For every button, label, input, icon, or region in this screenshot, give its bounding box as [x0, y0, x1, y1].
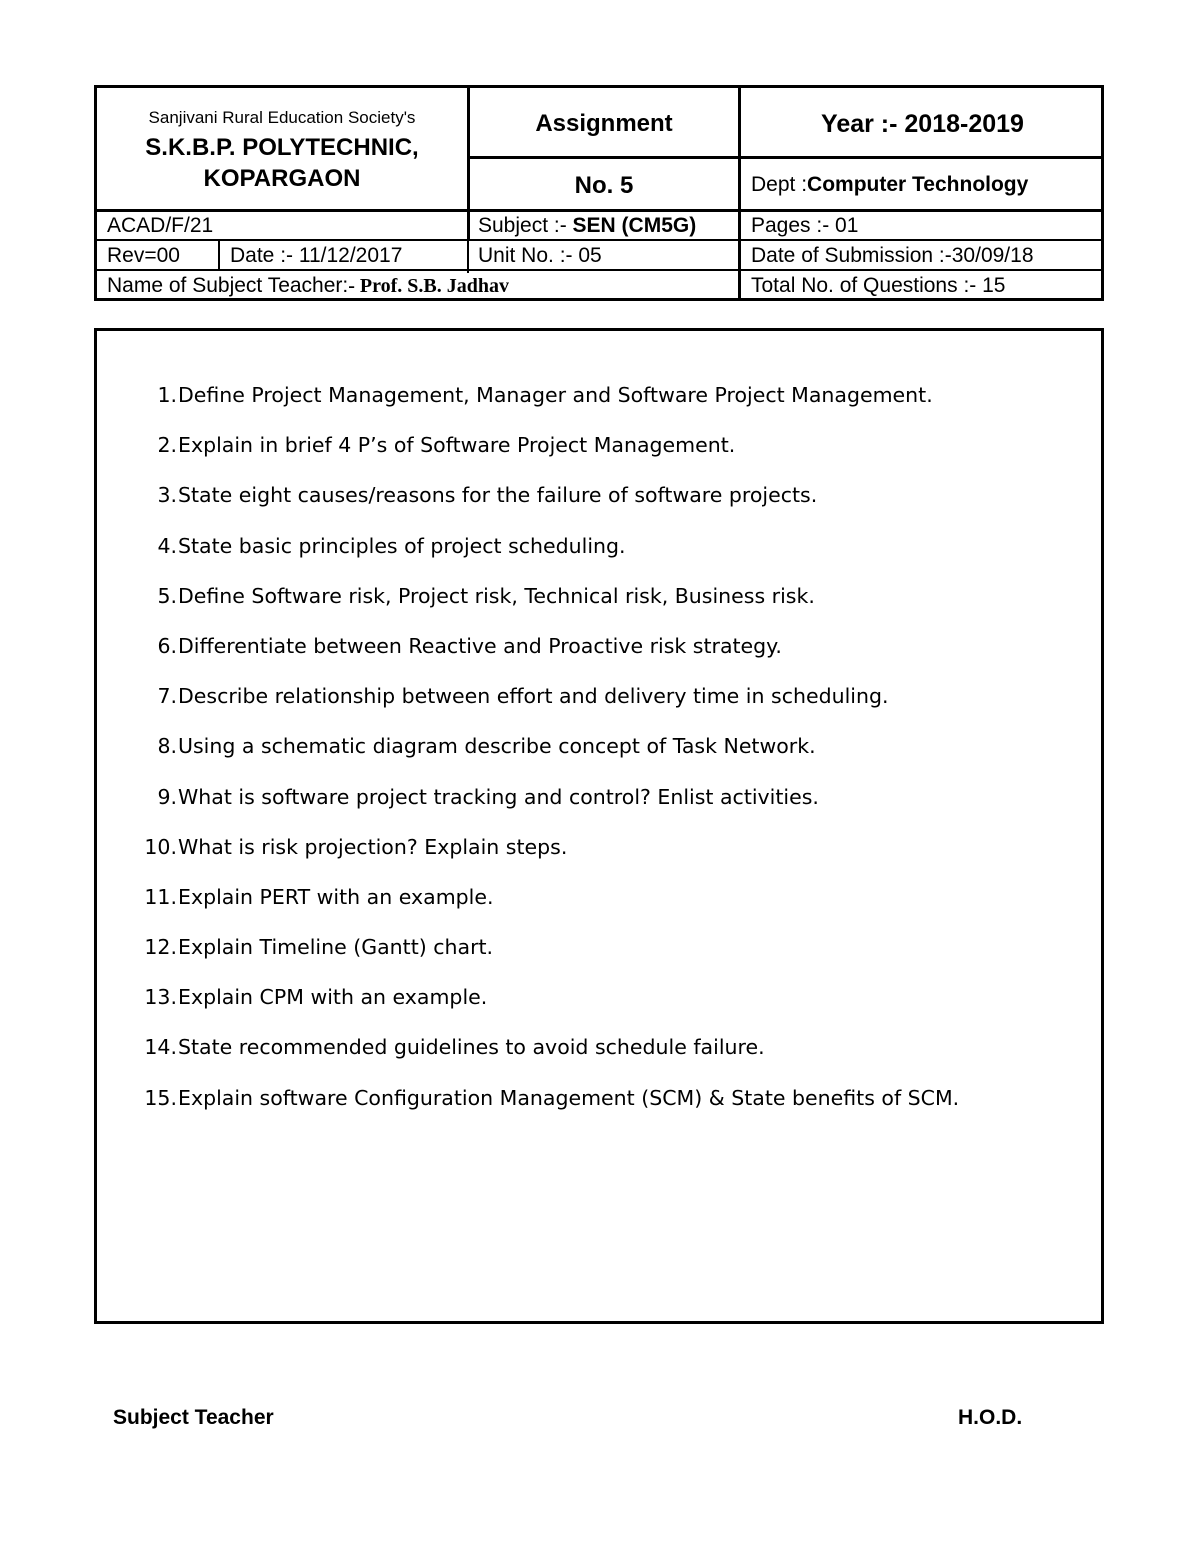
teacher-value: - Prof. S.B. Jadhav — [348, 275, 510, 297]
question-item — [141, 734, 816, 784]
question-text: Explain PERT with an example. — [178, 884, 494, 909]
subject-label: Subject :- — [478, 214, 573, 237]
question-item — [141, 684, 889, 734]
question-item — [141, 483, 818, 533]
question-text: Explain Timeline (Gantt) chart. — [178, 935, 494, 960]
total-questions: Total No. of Questions :- 15 — [751, 274, 1006, 297]
header-table — [94, 85, 1104, 301]
question-number: 6. — [157, 633, 177, 658]
question-number: 10. — [144, 834, 177, 859]
pages: Pages :- 01 — [751, 214, 859, 237]
question-list — [141, 383, 960, 1136]
question-number: 15. — [144, 1085, 177, 1110]
question-number: 13. — [144, 985, 177, 1010]
divider — [467, 156, 1104, 159]
subject — [478, 215, 696, 236]
academic-year: Year :- 2018-2019 — [821, 110, 1024, 138]
question-text: State eight causes/reasons for the failure of software projects. — [178, 483, 818, 508]
divider — [467, 211, 469, 273]
question-number: 8. — [157, 734, 177, 759]
question-text: Explain CPM with an example. — [178, 985, 488, 1010]
question-item — [141, 1085, 960, 1136]
question-number: 1. — [157, 383, 177, 407]
issue-date: Date :- 11/12/2017 — [230, 244, 403, 267]
question-text: Define Software risk, Project risk, Technical risk, Business risk. — [178, 583, 815, 608]
unit-number: Unit No. :- 05 — [478, 244, 602, 267]
divider — [97, 239, 1104, 241]
question-number: 7. — [157, 684, 177, 709]
question-text: Define Project Management, Manager and Software Project Management. — [178, 383, 933, 407]
question-item — [141, 884, 494, 935]
submission-date: Date of Submission :-30/09/18 — [751, 244, 1034, 267]
institute-name-line1: S.K.B.P. POLYTECHNIC, — [145, 134, 419, 161]
question-text: Using a schematic diagram describe concept of Task Network. — [178, 734, 816, 759]
question-text: State basic principles of project scheduling. — [178, 533, 626, 558]
form-code: ACAD/F/21 — [107, 214, 214, 237]
question-item — [141, 935, 494, 985]
question-text: What is software project tracking and control? Enlist activities. — [178, 784, 819, 809]
question-item — [141, 784, 819, 835]
question-text: Differentiate between Reactive and Proactive risk strategy. — [178, 633, 782, 658]
question-number: 9. — [157, 784, 177, 809]
dept-label: Dept : — [751, 173, 808, 196]
question-item — [141, 383, 933, 433]
subject-teacher — [107, 275, 509, 296]
question-item — [141, 633, 782, 684]
questions-box — [94, 328, 1104, 1324]
question-number: 5. — [157, 583, 177, 608]
question-text: Explain software Configuration Management (SCM) & State benefits of SCM. — [178, 1085, 960, 1110]
question-item — [141, 583, 815, 634]
divider — [218, 241, 220, 271]
institute-name-line2: KOPARGAON — [203, 165, 361, 192]
divider — [97, 269, 1104, 271]
question-number: 11. — [144, 884, 177, 909]
question-item — [141, 533, 626, 584]
question-item — [141, 433, 736, 483]
question-item — [141, 834, 568, 885]
hod-signature: H.O.D. — [958, 1406, 1023, 1429]
question-item — [141, 1035, 765, 1085]
question-number: 12. — [144, 935, 177, 960]
question-number: 14. — [144, 1035, 177, 1060]
subject-teacher-signature: Subject Teacher — [113, 1406, 274, 1429]
assignment-number: No. 5 — [574, 172, 634, 199]
question-text: Explain in brief 4 P’s of Software Project Management. — [178, 433, 736, 458]
question-number: 3. — [157, 483, 177, 508]
divider — [97, 209, 1104, 212]
teacher-label: Name of Subject Teacher: — [107, 274, 349, 297]
department — [751, 173, 1028, 197]
question-number: 4. — [157, 533, 177, 558]
dept-value: Computer Technology — [807, 173, 1029, 196]
question-text: State recommended guidelines to avoid schedule failure. — [178, 1035, 765, 1060]
question-item — [141, 985, 488, 1035]
society-name: Sanjivani Rural Education Society's — [148, 108, 416, 127]
question-number: 2. — [157, 433, 177, 458]
assignment-label: Assignment — [535, 110, 673, 137]
revision: Rev=00 — [107, 244, 180, 267]
question-text: What is risk projection? Explain steps. — [178, 834, 568, 859]
subject-value: SEN (CM5G) — [572, 214, 697, 237]
question-text: Describe relationship between effort and delivery time in scheduling. — [178, 684, 889, 709]
